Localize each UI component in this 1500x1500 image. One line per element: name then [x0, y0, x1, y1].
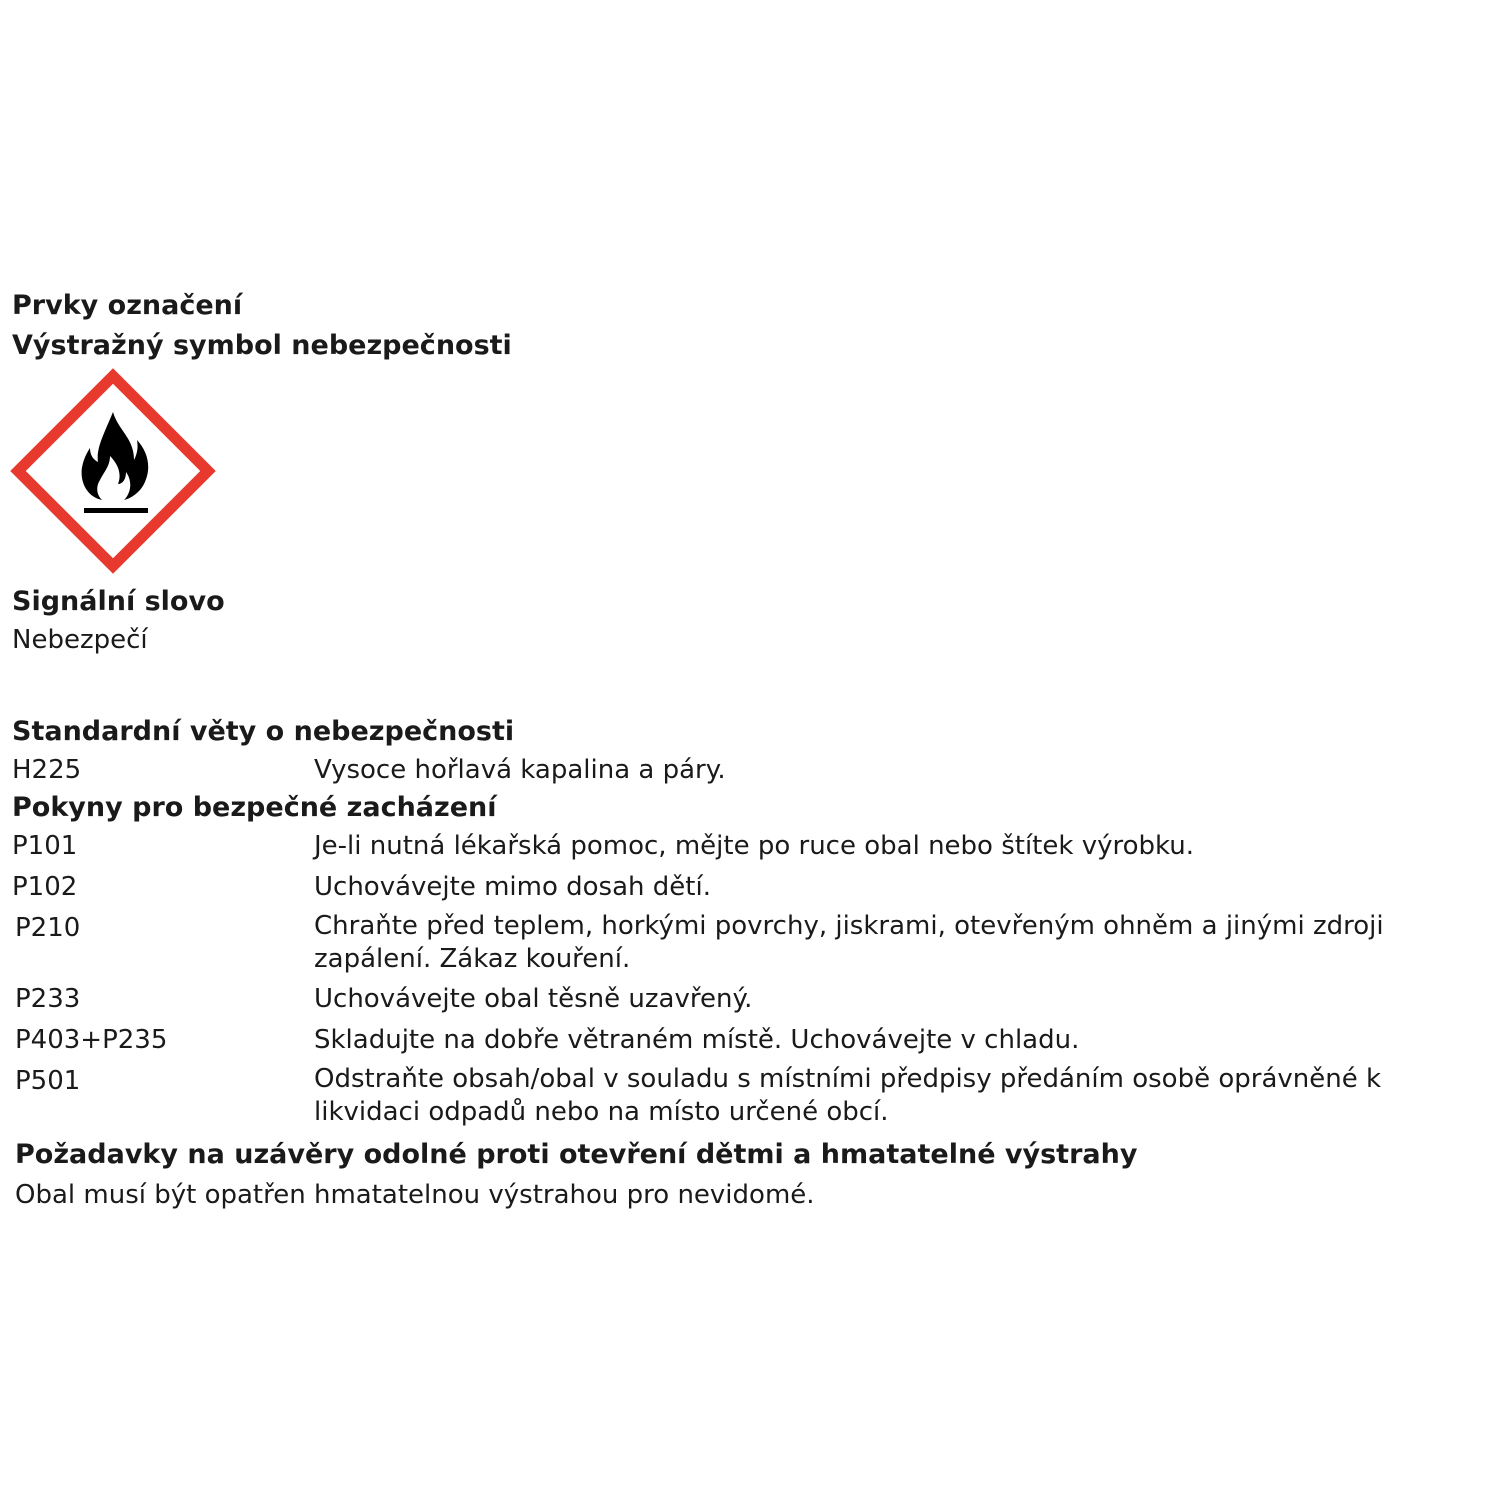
label-elements-section: [12, 286, 1482, 1213]
diamond-border: [18, 376, 208, 566]
precautionary-statement-row: [12, 1022, 1482, 1058]
tactile-warning-text: Obal musí být opatřen hmatatelnou výstrahou pro nevidomé.: [15, 1180, 815, 1210]
pictogram-heading: Výstražný symbol nebezpečnosti: [12, 330, 512, 361]
precautionary-code: P210: [15, 913, 81, 943]
precautionary-statement-row: [12, 869, 1482, 905]
precautionary-statement-row: [12, 910, 1482, 976]
section-title: Prvky označení: [12, 290, 243, 321]
precautionary-text: Odstraňte obsah/obal v souladu s místními předpisy předáním osobě oprávněné k likvidaci odpadů nebo na místo určené obcí.: [314, 1064, 1382, 1127]
precautionary-statement-row: [12, 981, 1482, 1017]
precautionary-code: P102: [12, 872, 78, 902]
precautionary-code: P101: [12, 831, 78, 861]
hazard-code: H225: [12, 755, 82, 785]
tactile-warning-heading: Požadavky na uzávěry odolné proti otevření dětmi a hmatatelné výstrahy: [15, 1139, 1138, 1170]
ghs-flame-pictogram: [10, 368, 216, 574]
signal-word-heading: Signální slovo: [12, 586, 225, 617]
signal-word: Nebezpečí: [12, 625, 148, 655]
precautionary-text: Uchovávejte mimo dosah dětí.: [314, 872, 711, 902]
precautionary-text: Je-li nutná lékařská pomoc, mějte po ruce obal nebo štítek výrobku.: [314, 831, 1195, 861]
precautionary-statement-row: [12, 828, 1482, 864]
hazard-statements-heading: Standardní věty o nebezpečnosti: [12, 716, 515, 747]
flame-base-line: [84, 508, 148, 513]
precautionary-text: Skladujte na dobře větraném místě. Uchovávejte v chladu.: [314, 1025, 1080, 1055]
precautionary-text: Uchovávejte obal těsně uzavřený.: [314, 984, 753, 1014]
precautionary-text: Chraňte před teplem, horkými povrchy, jiskrami, otevřeným ohněm a jinými zdroji zapálení. Zákaz kouření.: [314, 911, 1384, 974]
precautionary-statement-row: [12, 1063, 1482, 1129]
precautionary-statements-heading: Pokyny pro bezpečné zacházení: [12, 792, 497, 823]
precautionary-code: P501: [15, 1066, 81, 1096]
precautionary-code: P403+P235: [15, 1025, 168, 1055]
hazard-text: Vysoce hořlavá kapalina a páry.: [314, 755, 726, 785]
precautionary-code: P233: [15, 984, 81, 1014]
hazard-statement-row: [12, 752, 1482, 788]
